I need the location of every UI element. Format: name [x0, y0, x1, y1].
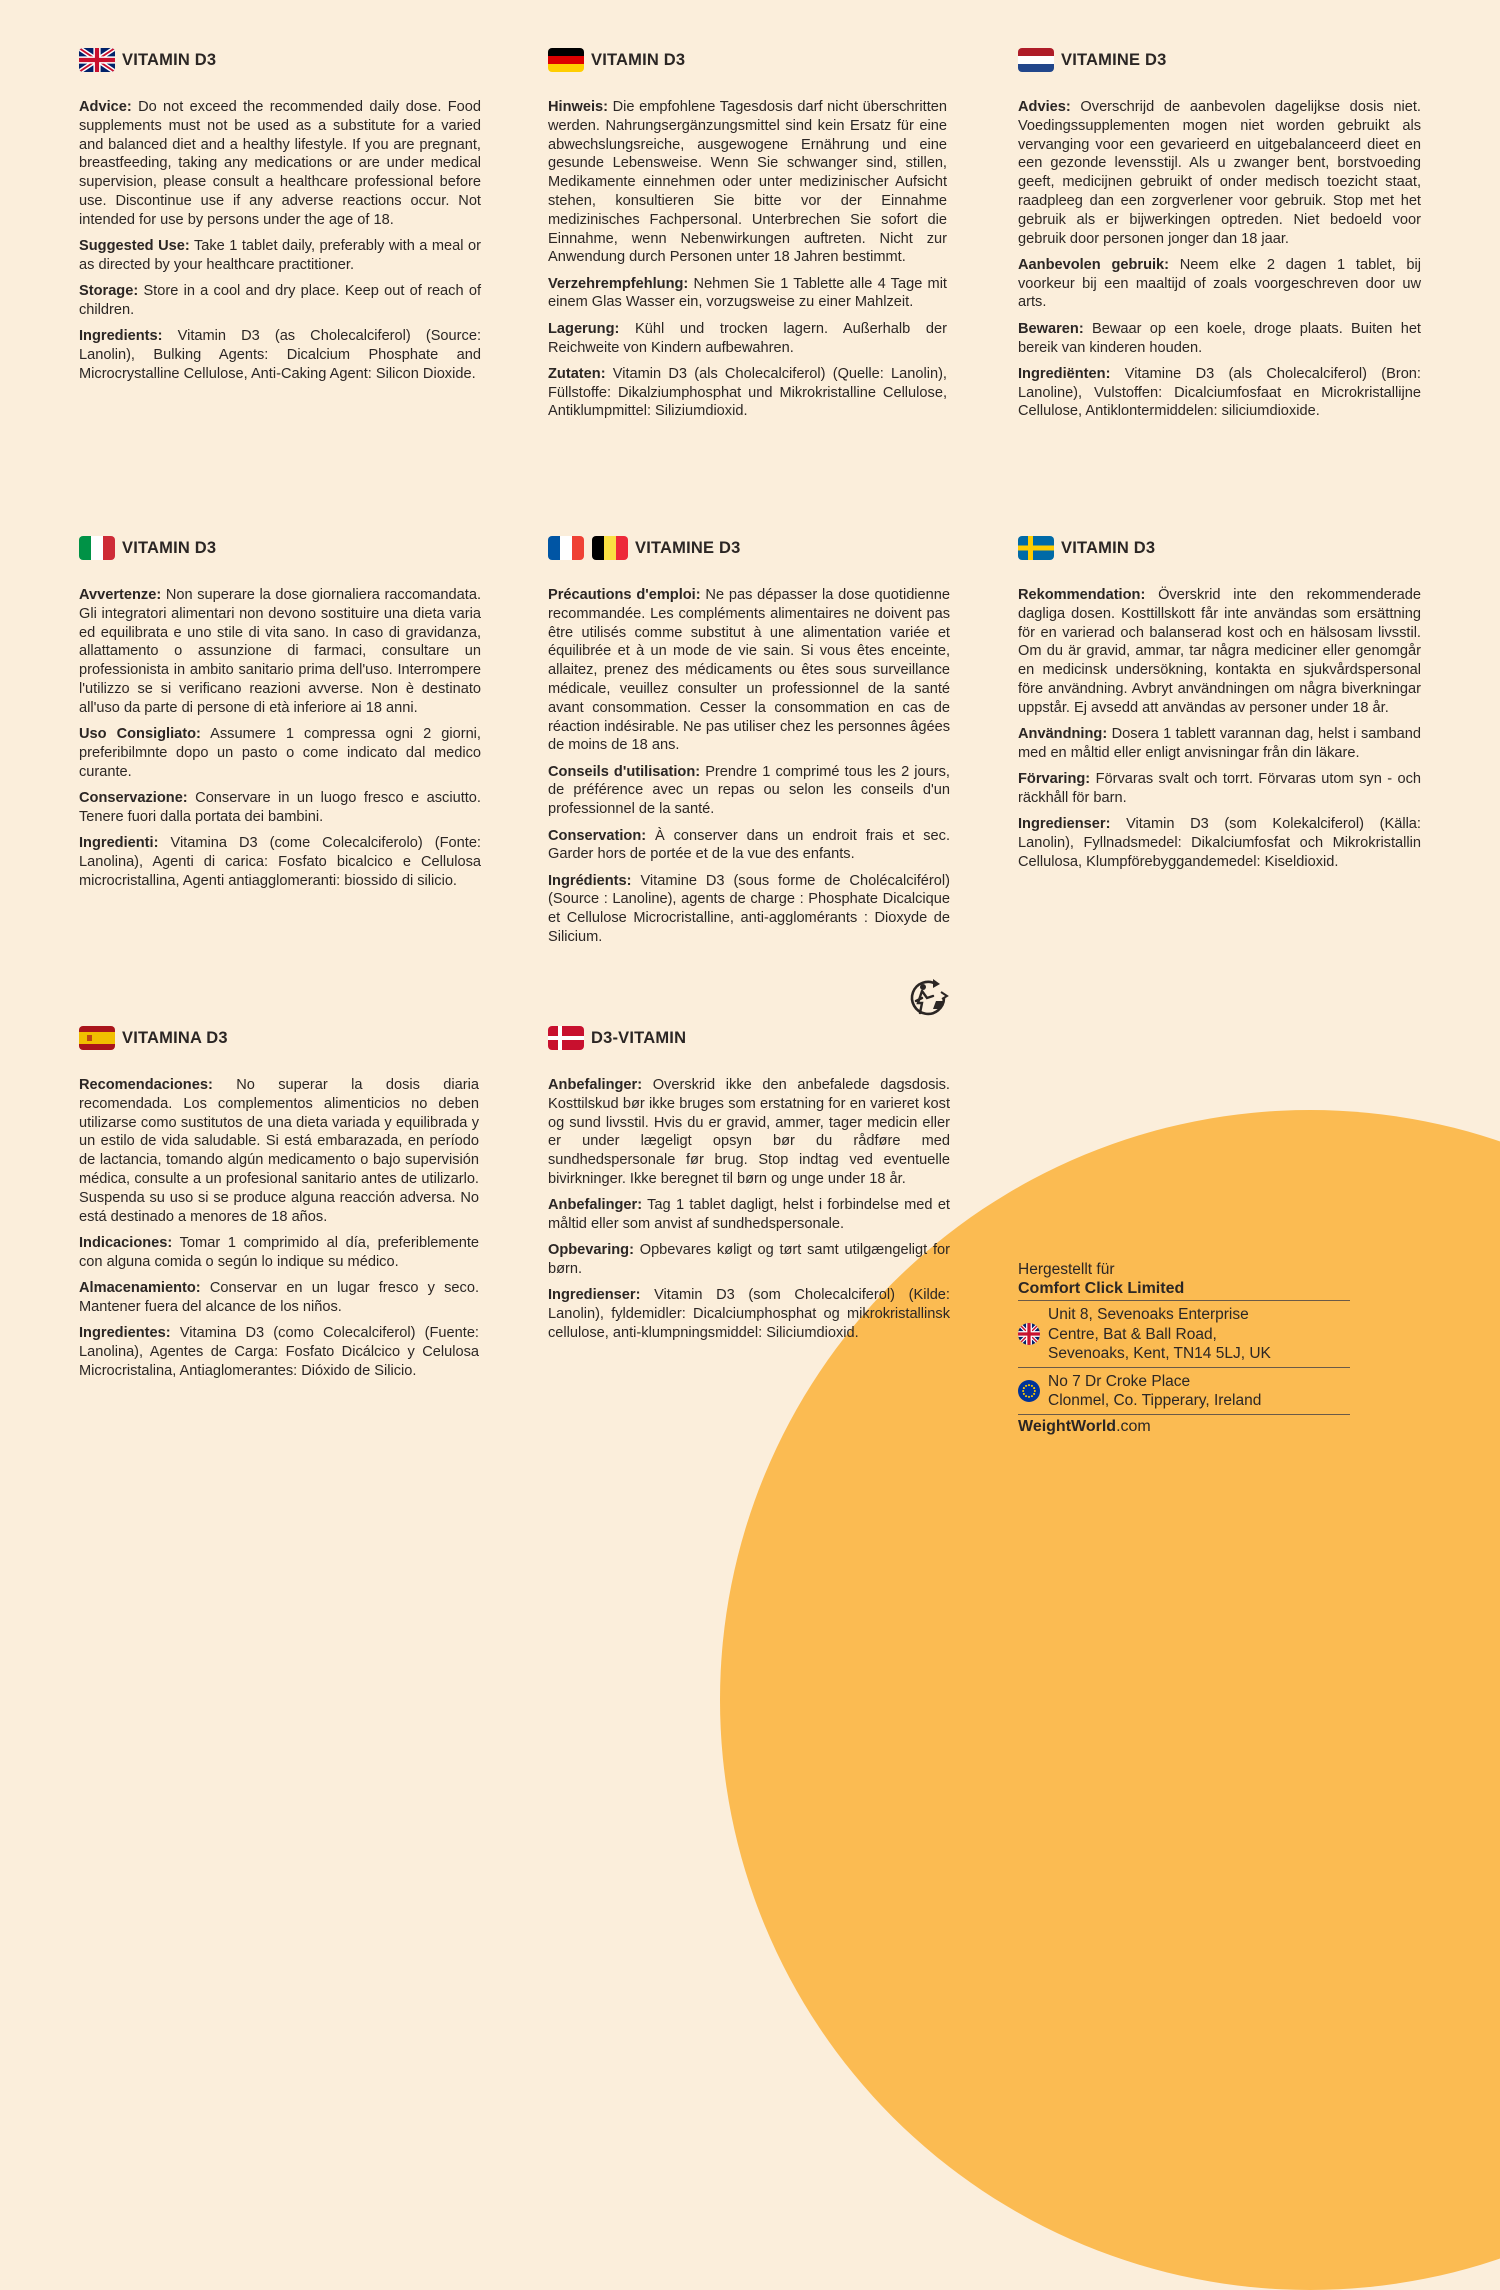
storage-paragraph	[548, 827, 950, 865]
storage-text: Bewaar op een koele, droge plaats. Buiten het bereik van kinderen houden.	[1018, 320, 1421, 356]
ingredients-label: Ingrédients:	[548, 872, 632, 889]
advice-text: Non superare la dose giornaliera raccomandata. Gli integratori alimentari non devono sostituire una dieta varia ed equilibrata e uno stile di vita sano. In caso di gravidanza, allattamento o assunzione di farmaci, consultare un professionista in ambito sanitario prima dell'uso. Interrompere l'utilizzo se si verificano reazioni avverse. Non è destinato all'uso da parte di persone di età inferiore ai 18 anni.	[79, 587, 481, 716]
use-paragraph	[548, 1196, 950, 1234]
section-title: VITAMIN D3	[122, 50, 217, 69]
advice-label: Rekommendation:	[1018, 587, 1146, 603]
use-text: Dosera 1 tablett varannan dag, helst i samband med en måltid eller enligt anvisningar från din läkare.	[1018, 726, 1421, 761]
use-label: Indicaciones:	[79, 1234, 173, 1251]
section-dutch	[1018, 50, 1421, 429]
france-flag-icon	[548, 536, 584, 560]
section-spanish	[79, 1028, 479, 1388]
use-paragraph	[548, 275, 947, 313]
use-paragraph	[548, 763, 950, 819]
belgium-flag-icon	[592, 536, 628, 560]
uk-address-line: Sevenoaks, Kent, TN14 5LJ, UK	[1048, 1345, 1271, 1362]
ingredients-text: Vitamina D3 (como Colecalciferol) (Fuente: Lanolina), Agentes de Carga: Fosfato Dicálcico y Celulosa Microcristalina, Antiaglomerantes: Dióxido de Silicio.	[79, 1325, 479, 1379]
use-text: Tag 1 tablet dagligt, helst i forbindelse med et måltid eller som anvist af sundhedspersonale.	[548, 1197, 950, 1233]
section-header	[79, 1025, 479, 1051]
storage-paragraph	[79, 1279, 479, 1317]
ingredients-paragraph	[79, 834, 481, 890]
section-header	[1018, 47, 1421, 73]
storage-paragraph	[1018, 770, 1421, 808]
section-english	[79, 50, 481, 391]
website-brand: WeightWorld	[1018, 1417, 1117, 1435]
use-text: Take 1 tablet daily, preferably with a meal or as directed by your healthcare practitioner.	[79, 238, 481, 273]
ingredients-text: Vitamina D3 (come Colecalciferolo) (Fonte: Lanolina), Agenti di carica: Fosfato bicalcico e Cellulosa microcristallina, Agenti antiagglomeranti: biossido di silicio.	[79, 835, 481, 889]
storage-text: Kühl und trocken lagern. Außerhalb der Reichweite von Kindern aufbewahren.	[548, 320, 947, 356]
ingredients-text: Vitamin D3 (als Cholecalciferol) (Quelle: Lanolin), Füllstoffe: Dikalziumphosphat und Mikrokristalline Cellulose, Antiklumpmittel: Siliziumdioxid.	[548, 365, 947, 420]
ingredients-paragraph	[79, 327, 481, 383]
ingredients-paragraph	[1018, 815, 1421, 871]
uk-address-line: Centre, Bat & Ball Road,	[1048, 1325, 1217, 1343]
germany-flag-icon	[548, 48, 584, 72]
denmark-flag-icon	[548, 1026, 584, 1050]
section-title: VITAMINE D3	[1061, 50, 1167, 69]
advice-label: Recomendaciones:	[79, 1077, 213, 1093]
sweden-flag-icon	[1018, 536, 1054, 560]
use-label: Anbefalinger:	[548, 1197, 643, 1214]
uk-flag-icon	[79, 48, 115, 72]
section-german	[548, 50, 947, 429]
advice-text: Do not exceed the recommended daily dose. Food supplements must not be used as a substitute for a varied and balanced diet and a healthy lifestyle. If you are pregnant, breastfeeding, taking any medications or are under medical supervision, please consult a healthcare professional before use. Discontinue use if any adverse reactions occur. Not intended for use by persons under the age of 18.	[79, 99, 481, 228]
uk-address-line: Unit 8, Sevenoaks Enterprise	[1048, 1306, 1249, 1323]
advice-label: Anbefalinger:	[548, 1077, 643, 1093]
section-header	[79, 47, 481, 73]
use-label: Uso Consigliato:	[79, 726, 201, 743]
use-paragraph	[79, 237, 481, 275]
ingredients-label: Ingredienser:	[1018, 816, 1111, 833]
uk-address	[1018, 1300, 1350, 1367]
storage-text: Store in a cool and dry place. Keep out of reach of children.	[79, 283, 481, 318]
made-for-label: Hergestellt für	[1018, 1261, 1115, 1278]
storage-label: Lagerung:	[548, 320, 620, 337]
section-header	[548, 535, 950, 561]
uk-flag-icon	[1018, 1323, 1040, 1345]
storage-paragraph	[79, 789, 481, 827]
advice-paragraph	[1018, 98, 1421, 248]
ingredients-text: Vitamine D3 (sous forme de Cholécalciférol) (Source : Lanoline), agents de charge : Phosphate Dicalcique et Cellulose Microcristalline, anti-agglomérants : Dioxyde de Silicium.	[548, 872, 950, 946]
storage-label: Storage:	[79, 283, 139, 300]
ingredients-label: Ingredientes:	[79, 1325, 171, 1342]
section-title: VITAMINA D3	[122, 1028, 228, 1047]
storage-label: Conservation:	[548, 827, 647, 844]
use-label: Verzehrempfehlung:	[548, 275, 689, 292]
netherlands-flag-icon	[1018, 48, 1054, 72]
storage-paragraph	[548, 320, 947, 358]
storage-label: Förvaring:	[1018, 771, 1091, 788]
ingredients-text: Vitamin D3 (som Cholecalciferol) (Kilde: Lanolin), fyldemidler: Dicalciumphosphat og mikrokristallinsk cellulose, anti-klumpningsmiddel: Siliciumdioxid.	[548, 1287, 950, 1342]
triman-recycle-icon	[906, 976, 950, 1020]
ingredients-label: Ingredients:	[79, 328, 163, 345]
ie-address	[1018, 1367, 1350, 1414]
website-link[interactable]	[1018, 1414, 1350, 1436]
ingredients-label: Ingredienser:	[548, 1287, 641, 1304]
advice-paragraph	[1018, 586, 1421, 718]
ingredients-paragraph	[548, 1286, 950, 1342]
section-french	[548, 538, 951, 954]
use-label: Aanbevolen gebruik:	[1018, 256, 1170, 273]
ingredients-text: Vitamine D3 (als Cholecalciferol) (Bron: Lanoline), Vulstoffen: Dicalciumfosfaat en Microkristallijne Cellulose, Antiklontermiddelen: siliciumdioxide.	[1018, 365, 1421, 420]
storage-label: Conservazione:	[79, 789, 188, 806]
section-danish	[548, 1028, 951, 1350]
storage-text: Opbevares køligt og tørt samt utilgængeligt for børn.	[548, 1242, 951, 1278]
section-title: D3-VITAMIN	[591, 1028, 687, 1047]
website-tld: .com	[1116, 1417, 1151, 1435]
ie-address-line: No 7 Dr Croke Place	[1048, 1372, 1191, 1390]
use-text: Neem elke 2 dagen 1 tablet, bij voorkeur bij een maaltijd of zoals voorgeschreven door uw arts.	[1018, 256, 1421, 311]
advice-paragraph	[79, 586, 481, 718]
advice-paragraph	[79, 98, 481, 230]
advice-text: Överskrid inte den rekommenderade dagliga dosen. Kosttillskott får inte användas som ersättning för en varierad och balanserad kost och en hälsosam livsstil. Om du är gravid, ammar, tar några mediciner eller genomgår en medicinsk undersökning, kontakta en sjukvårdspersonal före användning. Avbryt användningen om några biverkningar uppstår. Ej avsedd att användas av personer under 18 år.	[1018, 587, 1421, 716]
use-text: Tomar 1 comprimido al día, preferiblemente con alguna comida o según lo indique su médico.	[79, 1234, 479, 1270]
ingredients-label: Zutaten:	[548, 365, 606, 382]
advice-paragraph	[79, 1076, 479, 1226]
ingredients-label: Ingrediënten:	[1018, 365, 1111, 382]
storage-paragraph	[548, 1241, 950, 1279]
manufacturer-info	[1018, 1260, 1350, 1436]
section-title: VITAMIN D3	[591, 50, 686, 69]
storage-text: À conserver dans un endroit frais et sec. Garder hors de portée et de la vue des enfants.	[548, 827, 950, 863]
advice-text: Overskrid ikke den anbefalede dagsdosis. Kosttilskud bør ikke bruges som erstatning for en varieret kost og sund livsstil. Hvis du er gravid, ammer, tager medicin eller er under lægeligt opsyn bør du rådføre med sundhedspersonale før brug. Stop indtag ved eventuelle bivirkninger. Ikke beregnet til børn og unge under 18 år.	[548, 1077, 950, 1187]
ingredients-label: Ingredienti:	[79, 835, 159, 852]
use-paragraph	[1018, 256, 1421, 312]
use-text: Assumere 1 compressa ogni 2 giorni, preferibilmnte dopo un pasto o come indicato dal medico curante.	[79, 726, 481, 780]
ingredients-paragraph	[1018, 365, 1421, 421]
section-header	[1018, 535, 1421, 561]
use-label: Användning:	[1018, 726, 1108, 743]
use-paragraph	[79, 1234, 479, 1272]
advice-label: Advies:	[1018, 99, 1071, 115]
use-text: Nehmen Sie 1 Tablette alle 4 Tage mit einem Glas Wasser ein, vorzugsweise zu einer Mahlzeit.	[548, 275, 947, 311]
advice-label: Advice:	[79, 99, 132, 115]
storage-label: Bewaren:	[1018, 320, 1084, 337]
ingredients-paragraph	[548, 872, 950, 947]
advice-label: Avvertenze:	[79, 587, 162, 603]
use-label: Suggested Use:	[79, 238, 190, 255]
italy-flag-icon	[79, 536, 115, 560]
use-paragraph	[1018, 725, 1421, 763]
advice-label: Hinweis:	[548, 99, 609, 115]
advice-paragraph	[548, 586, 950, 755]
ingredients-text: Vitamin D3 (som Kolekalciferol) (Källa: Lanolin), Fyllnadsmedel: Dikalciumfosfat och Mikrokristallin Cellulosa, Klumpförebyggandemedel: Kiseldioxid.	[1018, 816, 1421, 870]
advice-label: Précautions d'emploi:	[548, 587, 701, 603]
ie-address-line: Clonmel, Co. Tipperary, Ireland	[1048, 1392, 1262, 1409]
use-paragraph	[79, 725, 481, 781]
advice-paragraph	[548, 98, 947, 267]
section-title: VITAMINE D3	[635, 538, 741, 557]
use-text: Prendre 1 comprimé tous les 2 jours, de préférence avec un repas ou selon les conseils d'un professionnel de la santé.	[548, 763, 950, 818]
section-header	[548, 47, 947, 73]
use-label: Conseils d'utilisation:	[548, 763, 701, 780]
advice-paragraph	[548, 1076, 950, 1189]
company-name: Comfort Click Limited	[1018, 1280, 1185, 1297]
storage-paragraph	[79, 282, 481, 320]
storage-text: Conservar en un lugar fresco y seco. Mantener fuera del alcance de los niños.	[79, 1279, 479, 1315]
section-title: VITAMIN D3	[122, 538, 217, 557]
section-italian	[79, 538, 481, 898]
storage-text: Conservare in un luogo fresco e asciutto. Tenere fuori dalla portata dei bambini.	[79, 789, 481, 825]
eu-flag-icon	[1018, 1380, 1040, 1402]
spain-flag-icon	[79, 1026, 115, 1050]
ingredients-text: Vitamin D3 (as Cholecalciferol) (Source: Lanolin), Bulking Agents: Dicalcium Phosphate and Microcrystalline Cellulose, Anti-Caking Agent: Silicon Dioxide.	[79, 328, 481, 382]
storage-label: Almacenamiento:	[79, 1279, 201, 1296]
advice-text: Die empfohlene Tagesdosis darf nicht überschritten werden. Nahrungsergänzungsmittel sind kein Ersatz für eine abwechslungsreiche, ausgewogene Ernährung und eine gesunde Lebensweise. Wenn Sie schwanger sind, stillen, Medikamente einnehmen oder unter medizinischer Aufsicht stehen, konsultieren Sie bitte vor der Einnahme medizinisches Fachpersonal. Unterbrechen Sie sofort die Einnahme, wenn Nebenwirkungen auftreten. Nicht zur Anwendung durch Personen unter 18 Jahren bestimmt.	[548, 99, 947, 266]
advice-text: Ne pas dépasser la dose quotidienne recommandée. Les compléments alimentaires ne doivent pas être utilisés comme substitut à une alimentation variée et équilibrée et à un mode de vie sain. Si vous êtes enceinte, allaitez, prenez des médicaments ou êtes sous surveillance médicale, veuillez consulter un professionnel de la santé avant consommation. Cesser la consommation en cas de réaction indésirable. Ne pas utiliser chez les personnes âgées de moins de 18 ans.	[548, 587, 951, 754]
advice-text: Overschrijd de aanbevolen dagelijkse dosis niet. Voedingssupplementen mogen niet worden gebruikt als vervanging voor een gevarieerd en uitgebalanceerd dieet en een gezonde levensstijl. Als u zwanger bent, borstvoeding geeft, medicijnen gebruikt of onder medisch toezicht staat, raadpleeg dan een zorgverlener voor gebruik. Stop met het gebruik als er bijwerkingen optreden. Niet bedoeld voor gebruik door personen jonger dan 18 jaar.	[1018, 99, 1421, 247]
ingredients-paragraph	[548, 365, 947, 421]
section-swedish	[1018, 538, 1421, 879]
section-header	[79, 535, 481, 561]
storage-label: Opbevaring:	[548, 1242, 634, 1259]
storage-text: Förvaras svalt och torrt. Förvaras utom syn - och räckhåll för barn.	[1018, 771, 1421, 806]
advice-text: No superar la dosis diaria recomendada. Los complementos alimenticios no deben utilizarse como sustitutos de una dieta variada y equilibrada y un estilo de vida saludable. Si está embarazada, en período de lactancia, tomando algún medicamento o bajo supervisión médica, consulte a un profesional sanitario antes de utilizarlo. Suspenda su uso si se produce alguna reacción adversa. No está destinado a menores de 18 años.	[79, 1077, 479, 1225]
storage-paragraph	[1018, 320, 1421, 358]
section-title: VITAMIN D3	[1061, 538, 1156, 557]
ingredients-paragraph	[79, 1324, 479, 1380]
section-header	[548, 1025, 950, 1051]
